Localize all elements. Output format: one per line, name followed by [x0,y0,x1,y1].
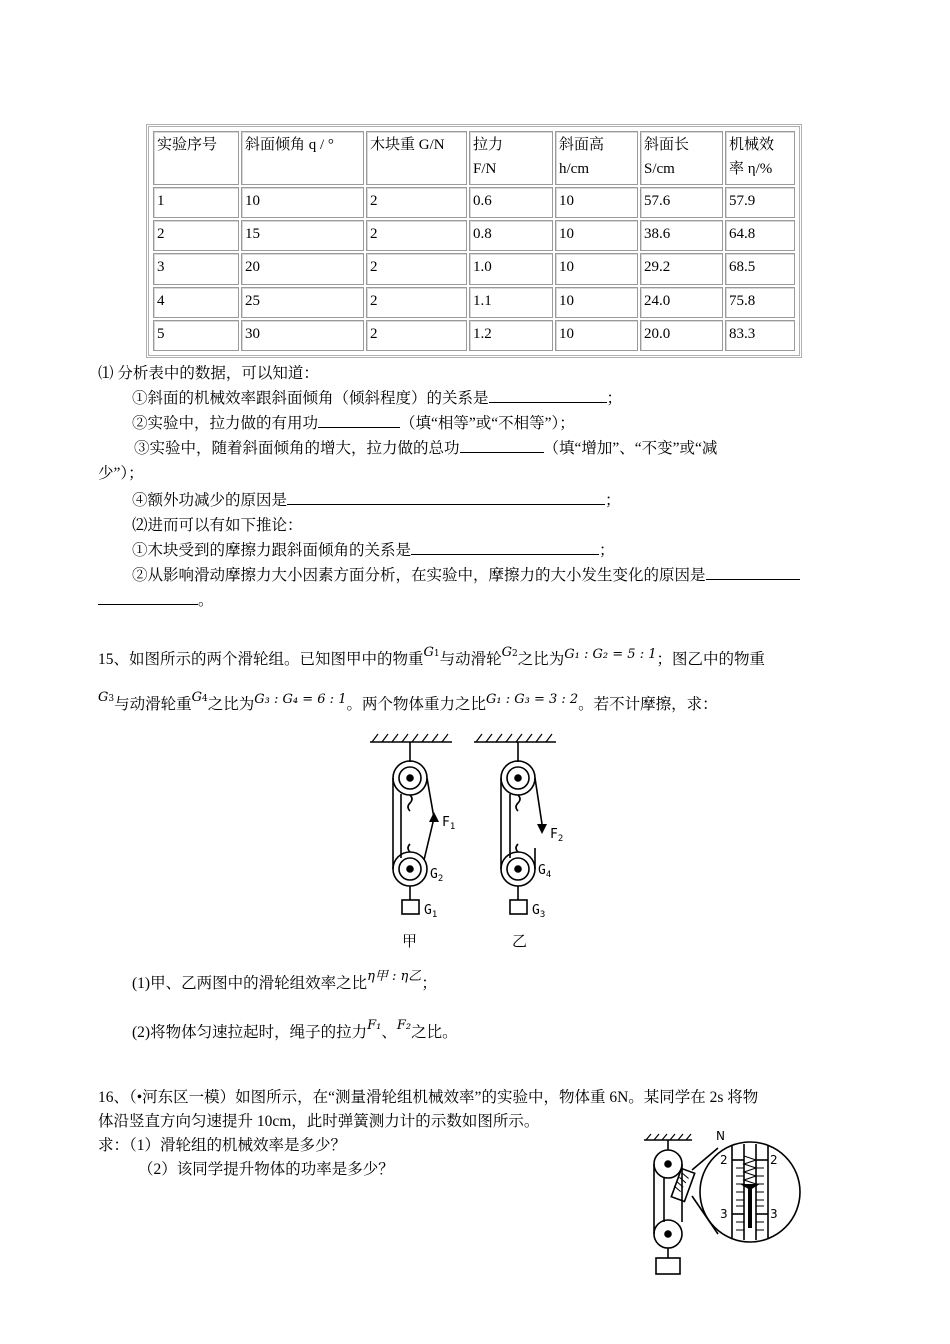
header-cell: 斜面倾角 q / ° [241,131,364,185]
label-f1: $F_1$ [442,815,456,832]
table-header-row [153,131,795,185]
spring-scale-figure [636,1126,802,1276]
q15-question-1: (1)甲、乙两图中的滑轮组效率之比$^{\eta 甲 : \eta 乙}$； [132,969,437,992]
table-row [153,187,795,218]
cell: 1.2 [469,320,553,351]
label-g3: $G_3$ [532,903,546,920]
cell: 10 [555,287,638,318]
header-cell: 斜面高 h/cm [555,131,638,185]
cell: 20.0 [640,320,723,351]
q14-statement-1: ①斜面的机械效率跟斜面倾角（倾斜程度）的关系是 ； [132,390,623,407]
cell: 2 [366,287,467,318]
cell: 57.6 [640,187,723,218]
tick-2-right: 2 [770,1153,778,1167]
cell: 3 [153,253,239,284]
cell: 15 [241,220,364,251]
cell: 10 [555,187,638,218]
weight-g3 [510,900,527,914]
weight-block [656,1258,680,1274]
pulley-systems-figure [362,728,572,956]
cell: 2 [366,187,467,218]
cell: 57.9 [725,187,795,218]
data-table [151,129,797,353]
f1-symbol: F₁ [367,1018,382,1033]
label-g1: $G_1$ [424,903,438,920]
q15-line-2: $^{G3}$与动滑轮重$^{G4}$之比为$^{G_3 : G_4 = 6 : 1}$。两个物体重力之比$^{G_1 : G_3 = 3 : 2}$。若不计摩擦，求： [98,690,718,713]
tick-2-left: 2 [720,1153,728,1167]
cell: 29.2 [640,253,723,284]
cell: 75.8 [725,287,795,318]
cell: 4 [153,287,239,318]
ratio-g1-g3: G₁ : G₃ = 3 : 2 [485,692,579,707]
f2-symbol: F₂ [396,1018,412,1033]
header-cell: 木块重 G/N [366,131,467,185]
cell: 0.8 [469,220,553,251]
arrow-f2 [537,824,547,834]
cell: 2 [153,220,239,251]
label-g4: $G_4$ [538,863,552,880]
table-row [153,320,795,351]
cell: 5 [153,320,239,351]
cell: 2 [366,253,467,284]
q14-inference-1: ①木块受到的摩擦力跟斜面倾角的关系是 ； [132,542,615,559]
table-row [153,287,795,318]
cell: 83.3 [725,320,795,351]
label-g2: $G_2$ [430,867,444,884]
cell: 0.6 [469,187,553,218]
g1-symbol: G1 [423,645,440,660]
q14-statement-3-cont: 少”）； [98,465,144,482]
header-cell: 拉力 F/N [469,131,553,185]
cell: 68.5 [725,253,795,284]
cell: 10 [555,253,638,284]
q14-part1-heading: ⑴ 分析表中的数据，可以知道： [98,365,319,382]
g4-symbol: G4 [191,690,208,705]
label-jia: 甲 [402,932,418,950]
arrow-f1 [429,812,439,822]
q14-inference-2-cont: 。 [98,589,858,613]
cell: 1.1 [469,287,553,318]
label-f2: $F_2$ [550,827,564,844]
q15-question-2: (2)将物体匀速拉起时，绳子的拉力$^{F_1}$、$^{F_2}$之比。 [132,1018,458,1041]
q15-line-1: 15、如图所示的两个滑轮组。已知图甲中的物重$^{G1}$与动滑轮$^{G2}$之比为$^{G_1 : G_2 = 5 : 1}$；图乙中的物重 [98,645,765,668]
cell: 24.0 [640,287,723,318]
tick-3-left: 3 [720,1207,728,1221]
cell: 38.6 [640,220,723,251]
q14-statement-3: ③实验中，随着斜面倾角的增大，拉力做的总功 （填“增加”、“不变”或“减 [134,440,718,457]
q14-statement-4: ④额外功减少的原因是 ； [132,492,621,509]
q16-line-3: 求：（1）滑轮组的机械效率是多少？ [98,1137,347,1154]
q16-line-2: 体沿竖直方向匀速提升 10cm，此时弹簧测力计的示数如图所示。 [98,1113,540,1130]
tick-3-right: 3 [770,1207,778,1221]
unit-label: N [716,1129,725,1143]
g3-symbol: G3 [98,690,115,705]
table-row [153,253,795,284]
header-cell: 机械效 率 η/% [725,131,795,185]
cell: 25 [241,287,364,318]
q14-inference-2: ②从影响滑动摩擦力大小因素方面分析，在实验中，摩擦力的大小发生变化的原因是 [132,564,892,588]
cell: 2 [366,320,467,351]
cell: 1.0 [469,253,553,284]
cell: 10 [241,187,364,218]
g2-symbol: G2 [501,645,518,660]
ratio-g3-g4: G₃ : G₄ = 6 : 1 [254,692,347,707]
cell: 10 [555,220,638,251]
cell: 64.8 [725,220,795,251]
cell: 30 [241,320,364,351]
weight-g1 [402,900,419,914]
data-table-frame [146,124,802,358]
header-cell: 实验序号 [153,131,239,185]
cell: 2 [366,220,467,251]
table-row [153,220,795,251]
label-yi: 乙 [512,932,528,950]
cell: 20 [241,253,364,284]
ratio-g1-g2: G₁ : G₂ = 5 : 1 [564,647,657,662]
q14-statement-2: ②实验中，拉力做的有用功 （填“相等”或“不相等”）； [132,415,575,432]
cell: 10 [555,320,638,351]
cell: 1 [153,187,239,218]
q16-line-1: 16、（•河东区一模）如图所示，在“测量滑轮组机械效率”的实验中，物体重 6N。某同学在 2s 将物 [98,1089,759,1106]
q16-line-4: （2）该同学提升物体的功率是多少？ [138,1161,394,1178]
efficiency-ratio: η甲 : η乙 [367,969,422,984]
header-cell: 斜面长 S/cm [640,131,723,185]
q14-part2-heading: ⑵进而可以有如下推论： [132,517,303,534]
